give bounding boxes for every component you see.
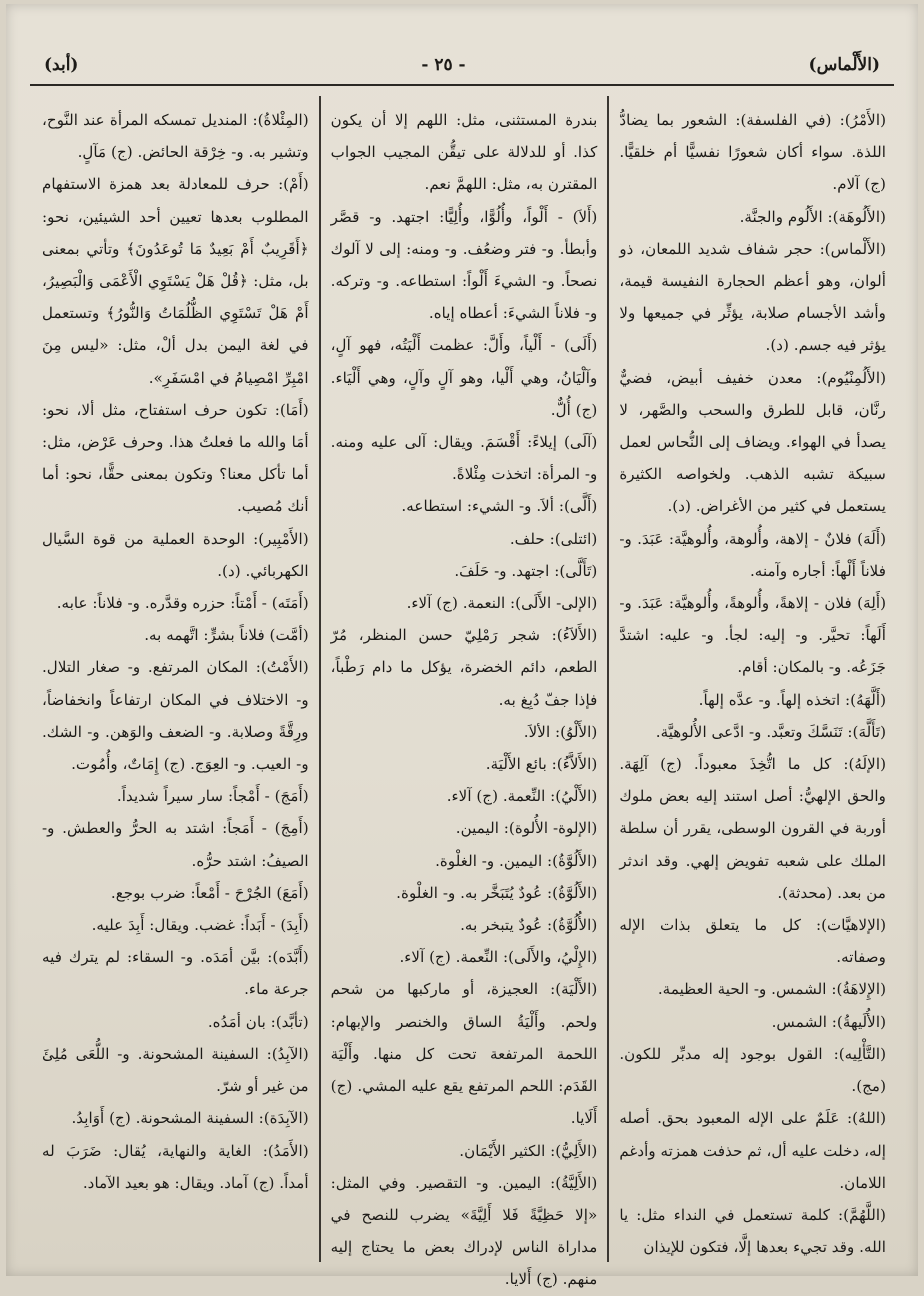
dictionary-entry: (الإِلْيُ، والأَلَى): النِّعمة. (ج) آلاء. (399, 948, 598, 967)
column-right (609, 96, 896, 1262)
dictionary-entry: (الأَمَدُ): الغاية والنهاية، يُقال: ضَرَبَ له أمداً. (ج) آماد. ويقال: هو بعيد الآماد. (41, 1141, 309, 1192)
dictionary-entry: (أَمِجَ) - أَمَجاً: اشتد به الحرُّ والعطش. و- الصيفُ: اشتد حرُّه. (41, 819, 309, 870)
dictionary-entry: (الأَلُوهَة): الأَلُوم والجنَّة. (739, 207, 886, 226)
text-columns (32, 96, 896, 1289)
dictionary-entry: (الأُلَيهةُ): الشمس. (771, 1012, 886, 1031)
dictionary-entry: (تَأَلَّهَ): تَنَسَّكَ وتعبَّد. و- ادَّعى الأُلوهيَّة. (655, 722, 886, 741)
dictionary-entry: (الأَمْتُ): المكان المرتفع. و- صغار التلال. و- الاختلاف في المكان ارتفاعاً وانخفاضاً، ورِقَّةً وصلابة. و- الضعف والوَهن. و- الشك. و- العيب. و- العِوَج. (ج) إِمَاتٌ، وأُمُوت. (41, 658, 309, 774)
dictionary-entry: (الأُلُوَّةُ): عُودٌ يتبخر به. (460, 916, 598, 935)
dictionary-entry: (آلَى) إيلاءً: أَقْسَمَ. ويقال: آلى عليه ومنه. و- المرأة: اتخذت مِئْلاةً. (330, 433, 598, 484)
dictionary-entry: (أَلَهَ) فلانٌ - إلاهة، وأُلوهة، وأُلوهيَّة: عَبَدَ. و- فلاناً أَلْهاً: أجاره وآمنه. (619, 529, 886, 580)
dictionary-entry: (أَلَّهَهُ): اتخذه إلهاً. و- عدَّه إلهاً. (698, 690, 886, 709)
dictionary-entry: (تأبَّد): بان أمَدُه. (207, 1012, 309, 1031)
dictionary-entry: (التَّأْلِيه): القول بوجود إله مدبِّر للكون. (مج). (619, 1044, 886, 1096)
dictionary-entry: (الأَلاَّءُ): بائع الأَلْيَة. (485, 755, 598, 774)
dictionary-entry: (الأَلْيُ): النِّعمة. (ج) آلاء. (446, 787, 598, 806)
dictionary-entry: (اللهُ): عَلَمٌ على الإله المعبود بحق. أصله إله، دخلت عليه أل، ثم حذفت همزته وأدغم اللامان. (619, 1109, 886, 1192)
page-header (30, 52, 894, 86)
dictionary-entry: (اللَّهُمَّ): كلمة تستعمل في النداء مثل: يا الله. وقد تجيء بعدها إلَّا، فتكون للإيذان (619, 1205, 886, 1257)
dictionary-entry: (المِئْلاةُ): المنديل تمسكه المرأة عند النَّوح، وتشير به. و- خِرْقة الحائض. (ج) مَآلٍ. (41, 111, 309, 162)
dictionary-entry: (الأَلْوُ): الألاَ. (523, 722, 598, 741)
dictionary-entry: (أَمَجَ) - أَمْجاً: سار سيراً شديداً. (116, 787, 309, 806)
dictionary-page (6, 4, 918, 1289)
dictionary-entry: (الإلوة- الأُلوة): اليمين. (455, 819, 598, 838)
dictionary-entry: (الإِلاهَةُ): الشمس. و- الحية العظيمة. (657, 980, 886, 999)
dictionary-entry: (الآبِدُ): السفينة المشحونة. و- اللُّعَى مُلِئَ من غير أو شرّ. (41, 1044, 309, 1096)
dictionary-entry: (الأَلاَءُ): شجر رَمْلِيّ حسن المنظر، مُرّ الطعم، دائم الخضرة، يؤكل ما دام رَطْباً، فإذا جفّ دُبِغ به. (330, 626, 598, 709)
dictionary-entry: (الأَلُمِنْيُوم): معدن خفيف أبيض، فضيٌّ رنَّان، قابل للطرق والسحب والصَّهر، لا يصدأ في الهواء. ويضاف إلى النُّحاس لعمل سبيكة تشبه الذهب. ولخواصه الكثيرة يستعمل في كثير من الأغراض. (د). (619, 368, 886, 516)
dictionary-entry: (الأَلْيَة): العجيزة، أو ماركبها من شحم ولحم. وأَلْيَةُ الساق والخنصر والإبهام: اللحمة المرتفعة تحت كل منها. وأَلْيَة القَدَم: اللحم المرتفع يقع عليه المشي. (ج) أَلَايا. (330, 980, 598, 1128)
dictionary-entry: (الإلى- الأَلَى): النعمة. (ج) آلاء. (406, 594, 598, 613)
dictionary-entry: (أمَّت) فلاناً بشرٍّ: اتَّهمه به. (144, 626, 309, 645)
header-right-label: (الأَلْماس) (808, 55, 880, 75)
dictionary-entry: (أَمَعَ) الجُرْحَ - أَمْعاً: ضرب بوجع. (110, 883, 309, 902)
dictionary-entry: (أَلَّى): ألاَ. و- الشيء: استطاعه. (401, 497, 598, 516)
dictionary-entry: (الأَلْماس): حجر شفاف شديد اللمعان، ذو ألوان، وهو أعظم الحجارة النفيسة قيمة، وأشد الأجسام صلابة، يؤثِّر في جميعها ولا يؤثر فيه جسم. (د). (619, 239, 886, 355)
dictionary-entry: بندرة المستثنى، مثل: اللهم إلا أن يكون كذا. أو للدلالة على تيقُّن المجيب الجواب المقترن به، مثل: اللهمَّ نعم. (330, 111, 598, 194)
dictionary-entry: (الأَلِيَّةُ): اليمين. و- التقصير. وفي المثل: «إلا حَظِيَّةً فَلا أَلِيَّةَ» يضرب للنصح في مداراة الناس لإدراك بعض ما يحتاج إليه منهم. (ج) أَلايا. (330, 1173, 598, 1289)
header-left-label: (أبد) (44, 55, 79, 75)
dictionary-entry: (أَمْ): حرف للمعادلة بعد همزة الاستفهام المطلوب بعدها تعيين أحد الشيئين، نحو: ﴿أَقَرِيبٌ أَمْ بَعِيدٌ مَا تُوعَدُونَ﴾ وتأتي بمعنى بل، مثل: ﴿قُلْ هَلْ يَسْتَوِي الْأَعْمَى وَالْبَصِيرُ، أَمْ هَلْ تَسْتَوِي الظُّلُمَاتُ وَالنُّورُ﴾ وتستعمل في لغة اليمن بدل ألْ، مثل: «ليس مِنَ امْبِرِّ امْصِيامُ في امْسَفَرِ». (41, 175, 309, 387)
dictionary-entry: (أَلِهَ) فلان - إلاهةً، وأُلوهةً، وأُلوهيَّة: عَبَدَ. و- أَلَهاً: تحيَّر. و- إليه: لجأ. و- عليه: اشتدَّ جَزَعُه. و- بالمكان: أقام. (619, 594, 886, 677)
column-left (32, 96, 321, 1262)
dictionary-entry: (أَبَّدَه): بيَّن أمَدَه. و- السقاء: لم يترك فيه جرعة ماء. (41, 948, 309, 999)
dictionary-entry: (الإلَهُ): كل ما اتُّخِذَ معبوداً. (ج) آلِهَة. والحق الإلهيُّ: أصل استند إليه بعض ملوك أوربة في القرون الوسطى، يقرر أن سلطة الملك على شعبه تفويض إلهي. وقد اندثر من بعد. (محدثة). (619, 755, 886, 902)
dictionary-entry: (ائتلى): حلف. (509, 529, 598, 548)
dictionary-entry: (الأَلِيُّ): الكثير الأَيْمَان. (459, 1141, 598, 1160)
dictionary-entry: (أَمَا): تكون حرف استفتاح، مثل ألا، نحو: أمَا والله ما فعلتُ هذا. وحرف عَرْض، مثل: أما تأكل معنا؟ وتكون بمعنى حقًّا، نحو: أما أنك مُصيب. (41, 400, 309, 516)
dictionary-entry: (الأَلُوَّةُ): عُودٌ يُتَبَخَّر به. و- الغلْوة. (396, 883, 598, 902)
dictionary-entry: (الأَلُوَّةُ): اليمين. و- الغلْوة. (435, 851, 598, 870)
dictionary-entry: (أَمَتَه) - أَمْتاً: حزره وقدَّره. و- فلاناً: عابه. (56, 594, 309, 613)
dictionary-entry: (أَبِدَ) - أَبَداً: غضب. ويقال: أَبِدَ عليه. (91, 916, 309, 935)
page-number: - ٢٥ - (421, 55, 466, 75)
dictionary-entry: (أَلاَ) - أَلْواً، وأُلُوًّا، وأُلِيًّا: اجتهد. و- قصَّر وأبطأ. و- فتر وضعُف. و- ومنه: إلى لا آلوك نصحاً. و- الشيءَ أَلْواً: استطاعه. و- وتركه. و- فلاناً الشيءَ: أعطاه إياه. (330, 207, 598, 323)
dictionary-entry: (الآبِدَة): السفينة المشحونة. (ج) أَوَابِدُ. (71, 1109, 309, 1128)
dictionary-entry: (تَأَلَّى): اجتهد. و- حَلَفَ. (454, 561, 598, 580)
dictionary-entry: (الأَمْبِير): الوحدة العملية من قوة السَّيال الكهربائي. (د). (41, 529, 309, 580)
column-middle (321, 96, 610, 1289)
dictionary-entry: (الأَمْرُ): (في الفلسفة): الشعور بما يضادُّ اللذة. سواء أكان شعورًا نفسيًّا أم خلقيًّا. (ج) آلام. (619, 111, 886, 194)
dictionary-entry: (أَلَى) - أَلْياً، وأَلَّ: عظمت أَلْيَتُه، فهو آلٍ، وآلْيَانُ، وهي أَلْيا، وهو آلٍ وآلٍ، وهي أَلْيَاء. (ج) أُلٌّ. (330, 336, 598, 419)
dictionary-entry: (الإلاهيَّات): كل ما يتعلق بذات الإله وصفاته. (619, 916, 886, 967)
